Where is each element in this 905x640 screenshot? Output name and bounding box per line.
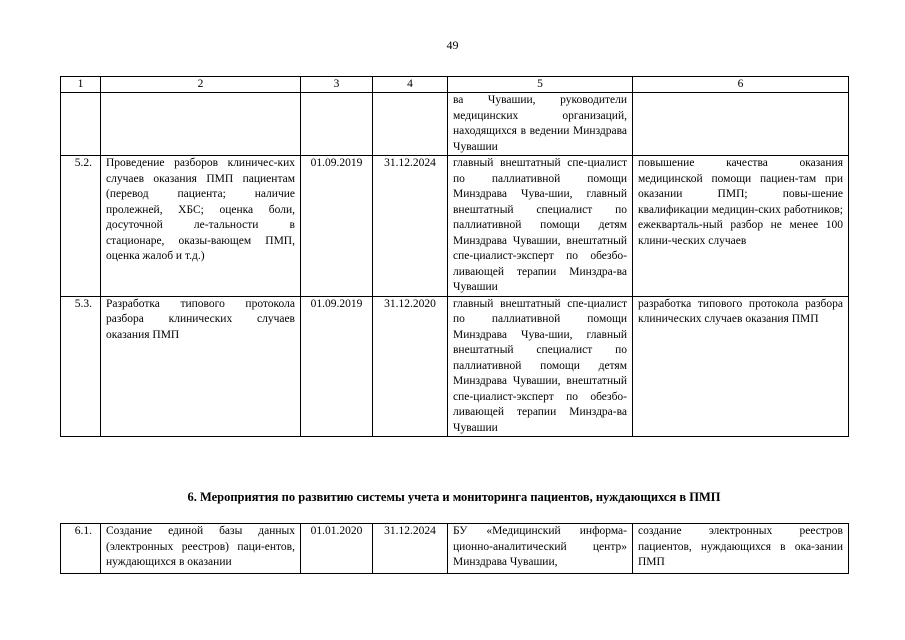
page-number: 49 xyxy=(446,38,459,52)
column-header: 1 xyxy=(61,77,101,93)
result-cell: разработка типового протокола разбора клинических случаев оказания ПМП xyxy=(633,296,849,437)
column-header: 6 xyxy=(633,77,849,93)
table-row xyxy=(61,524,849,574)
executor-cell: БУ «Медицинский информа-ционно-аналитический центр» Минздрава Чувашии, xyxy=(448,524,633,574)
measure-cell: Проведение разборов клиничес-ких случаев оказания ПМП пациентам (перевод пациента; наличие пролежней, ХБС; оценка боли, досуточной ле-тальности в стационаре, оказы-вающем ПМП, оценка жалоб и т.д.) xyxy=(101,156,301,297)
measure-cell: Создание единой базы данных (электронных реестров) паци-ентов, нуждающихся в оказании xyxy=(101,524,301,574)
start-date-cell: 01.09.2019 xyxy=(301,156,373,297)
measures-table xyxy=(60,76,849,437)
section-heading: 6. Мероприятия по развитию системы учета и мониторинга пациентов, нуждающихся в ПМП xyxy=(187,490,721,504)
column-header: 5 xyxy=(448,77,633,93)
executor-cell: ва Чувашии, руководители медицинских организаций, находящихся в ведении Минздрава Чувашии xyxy=(448,93,633,156)
row-number: 5.3. xyxy=(61,296,101,437)
column-header: 4 xyxy=(373,77,448,93)
result-cell: создание электронных реестров пациентов, нуждающихся в ока-зании ПМП xyxy=(633,524,849,574)
end-date-cell: 31.12.2024 xyxy=(373,524,448,574)
row-number: 5.2. xyxy=(61,156,101,297)
column-header: 3 xyxy=(301,77,373,93)
end-date-cell: 31.12.2020 xyxy=(373,296,448,437)
end-date-cell: 31.12.2024 xyxy=(373,156,448,297)
start-date-cell: 01.01.2020 xyxy=(301,524,373,574)
executor-cell: главный внештатный спе-циалист по паллиативной помощи Минздрава Чува-шии, главный внештатный специалист по паллиативной помощи детям Минздрава Чувашии, внештатный спе-циалист-эксперт по обезбо-ливающей терапии Минздра-ва Чувашии xyxy=(448,156,633,297)
executor-cell: главный внештатный спе-циалист по паллиативной помощи Минздрава Чува-шии, главный внештатный специалист по паллиативной помощи детям Минздрава Чувашии, внештатный спе-циалист-эксперт по обезбо-ливающей терапии Минздра-ва Чувашии xyxy=(448,296,633,437)
measures-table-section-6 xyxy=(60,523,849,574)
table-row-continuation xyxy=(61,93,849,156)
column-header: 2 xyxy=(101,77,301,93)
column-header-row xyxy=(61,77,849,93)
result-cell: повышение качества оказания медицинской помощи пациен-там при оказании ПМП; повы-шение квалификации медицин-ских работников; ежекварталь-ный разбор не менее 100 клини-ческих случаев xyxy=(633,156,849,297)
table-row xyxy=(61,156,849,297)
row-number: 6.1. xyxy=(61,524,101,574)
table-row xyxy=(61,296,849,437)
start-date-cell: 01.09.2019 xyxy=(301,296,373,437)
measure-cell: Разработка типового протокола разбора клинических случаев оказания ПМП xyxy=(101,296,301,437)
